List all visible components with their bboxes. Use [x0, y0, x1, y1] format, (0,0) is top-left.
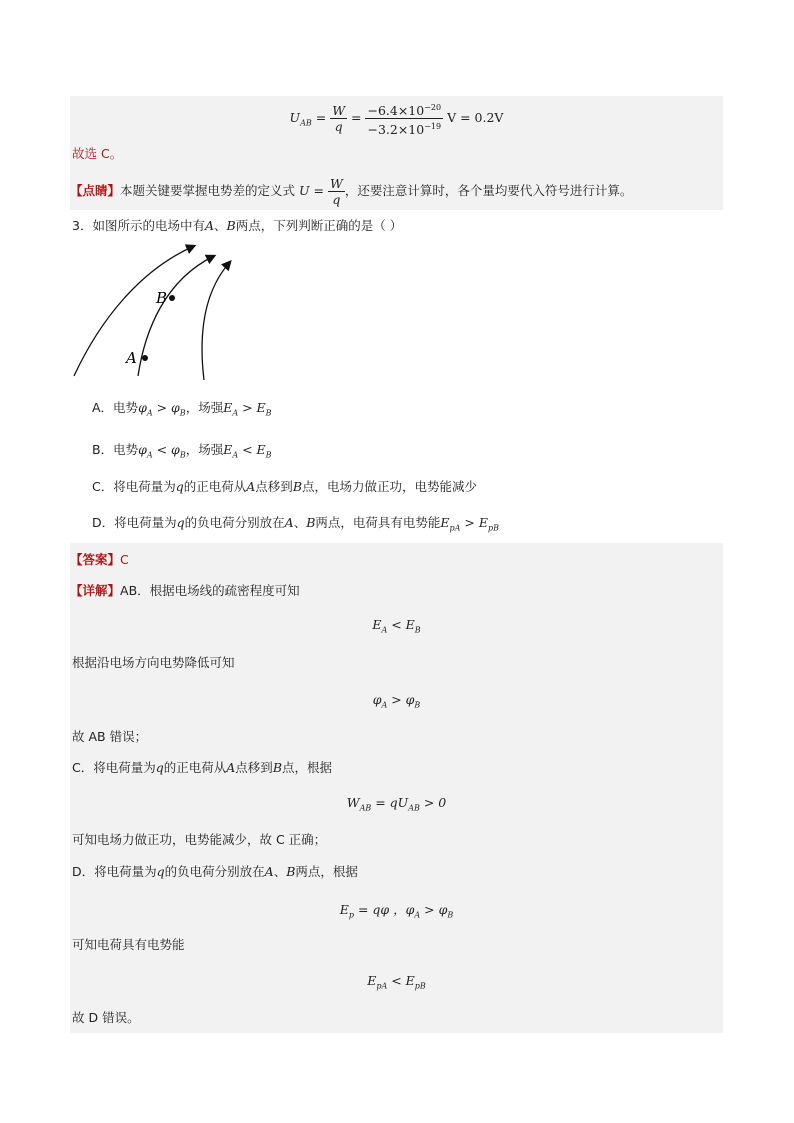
detail-d-conclusion: 可知电荷具有电势能 [72, 937, 185, 952]
answer-line: 【答案】C [70, 552, 129, 567]
option-b: B．电势$\varphi_A < \varphi_B$，场强$E_A < E_B$ [92, 442, 272, 460]
detail-d-wrong: 故 D 错误。 [72, 1010, 140, 1025]
equation-field-strength: $E_A < E_B$ [372, 617, 421, 635]
option-d: D．将电荷量为q的负电荷分别放在A、B两点，电荷具有电势能$E_{pA} > E_{pB}$ [92, 515, 499, 533]
detail-ab-intro: 【详解】AB．根据电场线的疏密程度可知 [70, 583, 300, 598]
equation-uab: $U_{AB}$ = $\frac{W}{q}$ = $\frac{-6.4\times 10^{-20}}{-3.2\times 10^{-19}}$ V = 0.2V [70, 98, 723, 138]
point-b-label: B [156, 289, 168, 307]
detail-potential-note: 根据沿电场方向电势降低可知 [72, 655, 235, 670]
detail-d-line: D．将电荷量为q的负电荷分别放在A、B两点，根据 [72, 864, 358, 879]
point-a-label: A [126, 349, 137, 367]
question-stem: 3．如图所示的电场中有A、B两点，下列判断正确的是（ ） [72, 218, 403, 233]
point-a-dot [142, 355, 148, 361]
equation-work: $W_{AB} = qU_{AB} > 0$ [346, 795, 447, 813]
choice-line: 故选 C。 [72, 146, 123, 161]
equation-energy-compare: $E_{pA} < E_{pB}$ [367, 973, 426, 991]
field-line-right [202, 262, 230, 380]
equation-potential-energy: $E_p = q\varphi$ ，$\varphi_A > \varphi_B$ [339, 902, 454, 920]
detail-ab-wrong: 故 AB 错误； [72, 729, 148, 744]
detail-c-conclusion: 可知电场力做正功，电势能减少，故 C 正确； [72, 832, 327, 847]
point-b-dot [169, 295, 175, 301]
option-a: A．电势$\varphi_A > \varphi_B$，场强$E_A > E_B$ [92, 400, 272, 418]
option-c: C．将电荷量为q的正电荷从A点移到B点，电场力做正功，电势能减少 [92, 479, 478, 494]
electric-field-figure [70, 240, 250, 380]
equation-potential: $\varphi_A > \varphi_B$ [372, 692, 421, 710]
comment-line: 【点睛】本题关键要掌握电势差的定义式 U = $\frac{W}{q}$ ，还要注意计算时，各个量均要代入符号进行计算。 [70, 176, 633, 207]
detail-c-line: C．将电荷量为q的正电荷从A点移到B点，根据 [72, 760, 333, 775]
